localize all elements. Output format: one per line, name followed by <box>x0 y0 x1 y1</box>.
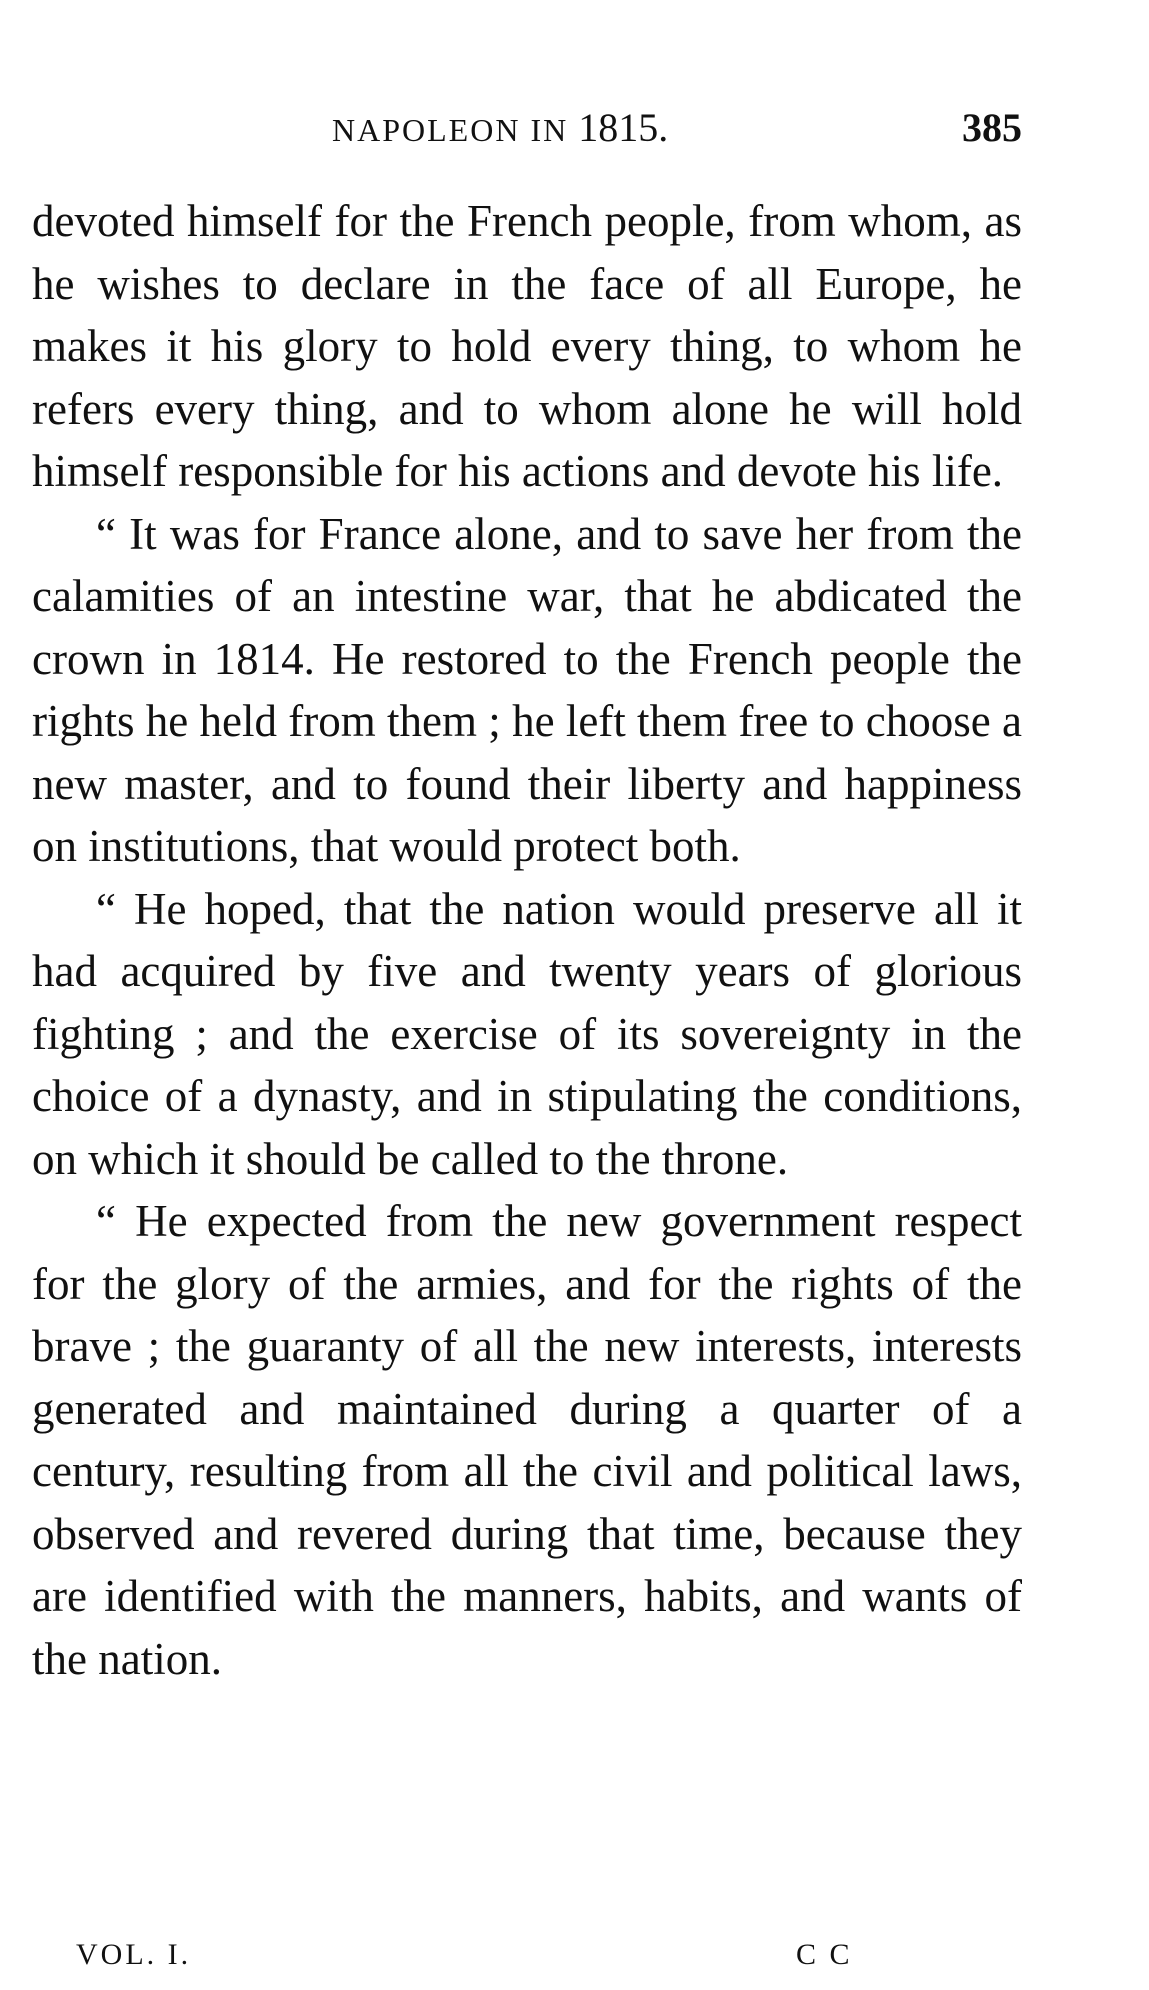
running-title-year: 1815. <box>578 105 669 150</box>
running-head <box>32 104 1022 154</box>
running-title-text: NAPOLEON IN <box>332 112 569 148</box>
page-footer <box>32 1938 1022 1978</box>
body-text <box>32 190 1022 1690</box>
volume-label: VOL. I. <box>76 1938 192 1971</box>
paragraph: “ He expected from the new government respect for the glory of the armies, and for the rights of the brave ; the guaranty of all the new interests, interests generated and maintained during a quarter of a century, resulting from all the civil and political laws, observed and revered during that time, because they are identified with the manners, habits, and wants of the nation. <box>32 1196 1022 1684</box>
paragraph: “ He hoped, that the nation would preserve all it had acquired by five and twenty years of glorious fighting ; and the exercise of its sovereignty in the choice of a dynasty, and in stipulating the conditions, on which it should be called to the throne. <box>32 883 1022 1184</box>
signature-mark: C C <box>796 1938 853 1971</box>
running-title <box>332 104 668 151</box>
page-number: 385 <box>962 105 1022 150</box>
paragraph: devoted himself for the French people, from whom, as he wishes to declare in the face of all Europe, he makes it his glory to hold every thing, to whom he refers every thing, and to whom alone he will hold himself responsible for his actions and devote his life. <box>32 196 1022 496</box>
paragraph: “ It was for France alone, and to save her from the calamities of an intestine war, that he abdicated the crown in 1814. He restored to the French people the rights he held from them ; he left them free to choose a new master, and to found their liberty and happiness on institutions, that would protect both. <box>32 508 1022 871</box>
